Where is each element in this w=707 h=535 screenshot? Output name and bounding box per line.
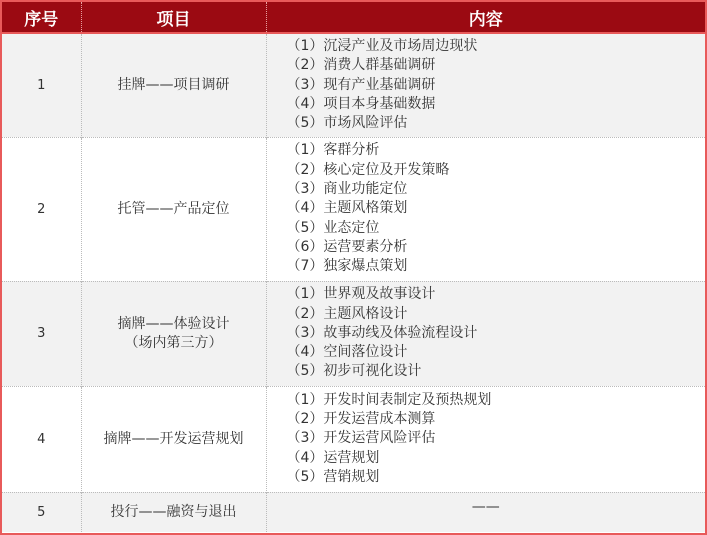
header-item: 项目 bbox=[81, 2, 266, 33]
row-content: —— bbox=[266, 492, 705, 532]
row-item bbox=[81, 492, 266, 532]
row-seq: 4 bbox=[2, 386, 81, 492]
row-seq: 2 bbox=[2, 137, 81, 281]
list-item: （4）空间落位设计 bbox=[286, 344, 408, 361]
list-item: （3）现有产业基础调研 bbox=[286, 76, 436, 93]
table-row bbox=[2, 33, 705, 137]
row-item-subline: （场内第三方） bbox=[124, 334, 223, 351]
table-row bbox=[2, 137, 705, 281]
list-item: （5）业态定位 bbox=[286, 219, 380, 236]
row-item-line: 托管——产品定位 bbox=[117, 200, 230, 217]
row-item bbox=[81, 281, 266, 386]
list-item: （3）故事动线及体验流程设计 bbox=[286, 324, 478, 341]
table-row bbox=[2, 281, 705, 386]
row-item bbox=[81, 386, 266, 492]
list-item: （5）初步可视化设计 bbox=[286, 363, 422, 380]
row-item bbox=[81, 33, 266, 137]
row-item-line: 投行——融资与退出 bbox=[110, 503, 237, 520]
content-list bbox=[287, 391, 706, 487]
row-seq: 3 bbox=[2, 281, 81, 386]
list-item: （2）核心定位及开发策略 bbox=[286, 161, 450, 178]
list-item: （6）运营要素分析 bbox=[286, 238, 408, 255]
list-item: （1）沉浸产业及市场周边现状 bbox=[286, 38, 478, 54]
list-item: （1）客群分析 bbox=[286, 142, 380, 159]
row-item-line: 摘牌——体验设计 bbox=[117, 315, 230, 332]
table-header-row bbox=[2, 2, 705, 33]
list-item: （5）市场风险评估 bbox=[286, 115, 408, 132]
list-item: （3）商业功能定位 bbox=[286, 181, 408, 198]
content-list bbox=[287, 37, 706, 133]
table-row bbox=[2, 386, 705, 492]
list-item: （4）项目本身基础数据 bbox=[286, 95, 436, 112]
list-item: （2）开发运营成本测算 bbox=[286, 411, 436, 428]
list-item: （4）运营规划 bbox=[286, 449, 380, 466]
content-list bbox=[287, 141, 706, 276]
row-content bbox=[266, 33, 705, 137]
content-list bbox=[287, 285, 706, 381]
row-content bbox=[266, 137, 705, 281]
row-item-line: 挂牌——项目调研 bbox=[117, 76, 230, 93]
list-item: （3）开发运营风险评估 bbox=[286, 430, 436, 447]
header-seq: 序号 bbox=[2, 2, 81, 33]
row-item-line: 摘牌——开发运营规划 bbox=[103, 430, 244, 447]
list-item: （1）世界观及故事设计 bbox=[286, 286, 436, 303]
row-item bbox=[81, 137, 266, 281]
header-content: 内容 bbox=[266, 2, 705, 33]
row-content bbox=[266, 386, 705, 492]
list-item: （5）营销规划 bbox=[286, 468, 380, 485]
row-seq: 1 bbox=[2, 33, 81, 137]
list-item: （7）独家爆点策划 bbox=[286, 258, 408, 275]
list-item: （2）主题风格设计 bbox=[286, 305, 408, 322]
list-item: （4）主题风格策划 bbox=[286, 200, 408, 217]
table-row bbox=[2, 492, 705, 532]
service-table bbox=[2, 2, 705, 532]
row-content bbox=[266, 281, 705, 386]
list-item: （1）开发时间表制定及预热规划 bbox=[286, 391, 492, 408]
list-item: （2）消费人群基础调研 bbox=[286, 57, 436, 74]
row-seq: 5 bbox=[2, 492, 81, 532]
